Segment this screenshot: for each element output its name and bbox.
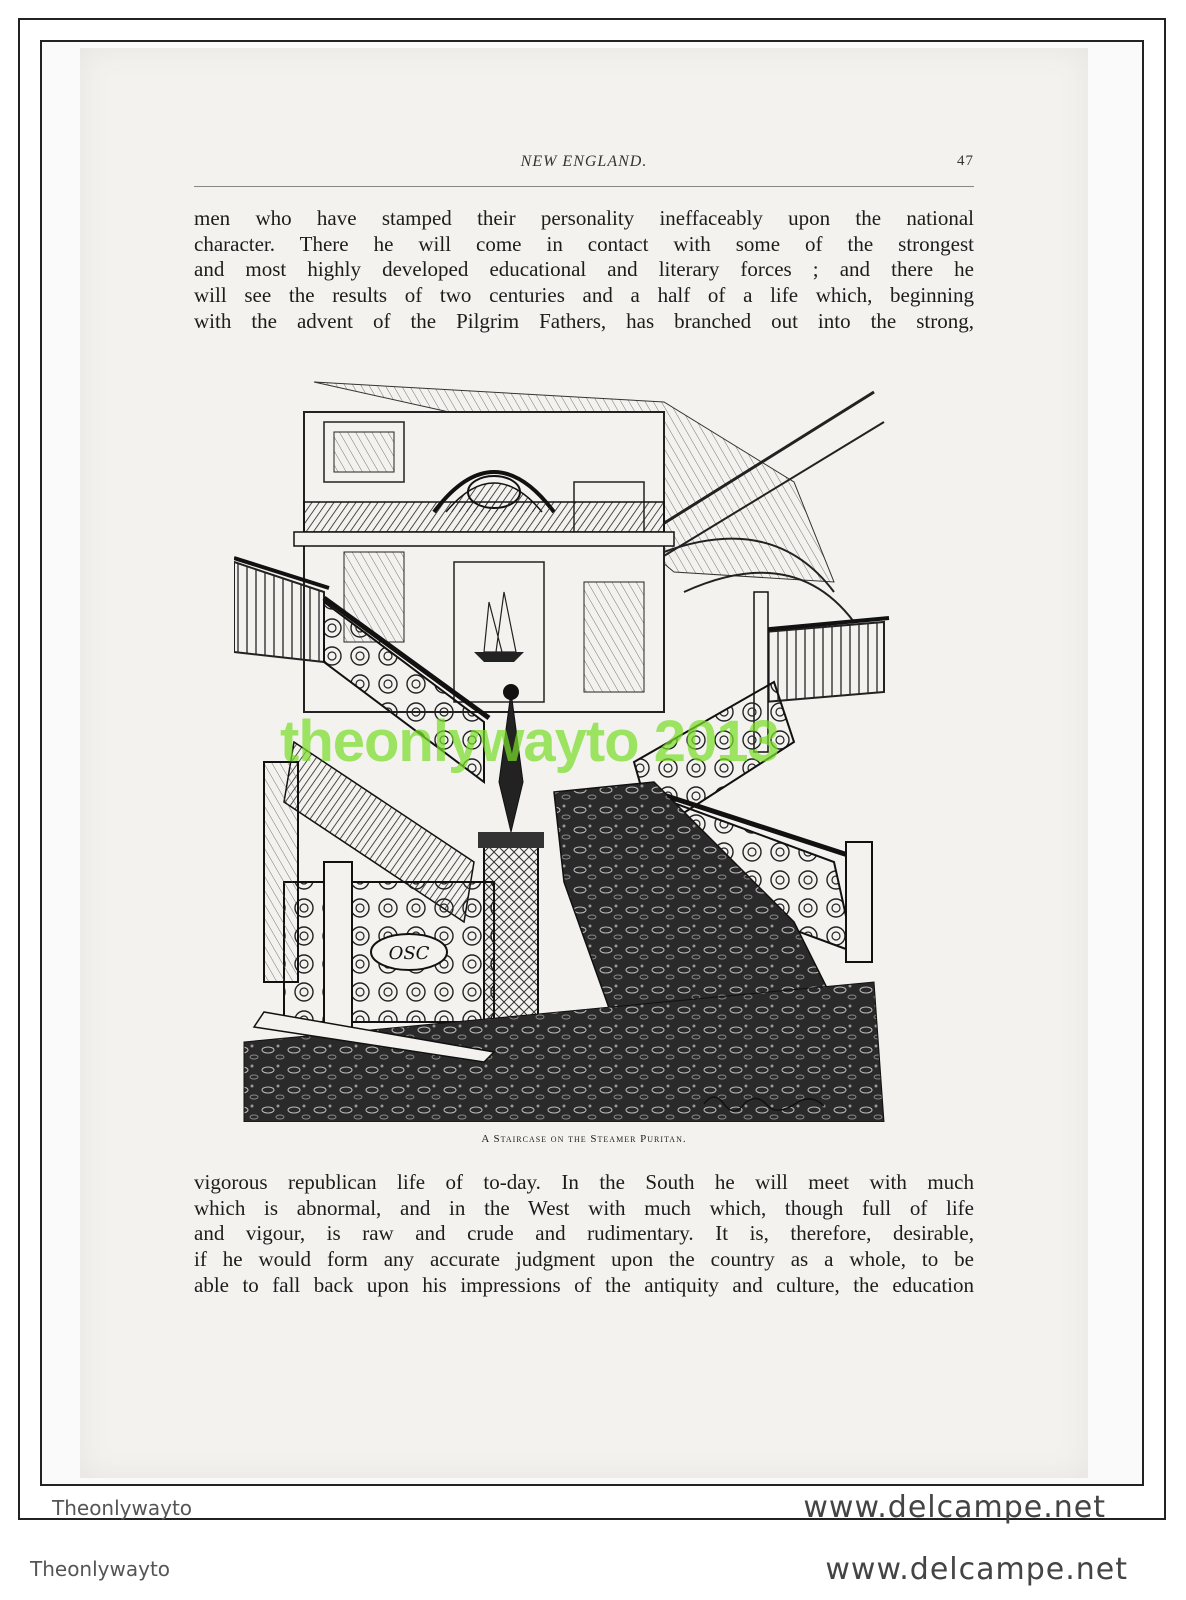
text-line: with the advent of the Pilgrim Fathers, has branched out into the strong, — [194, 308, 974, 333]
seller-name: Theonlywayto — [30, 1557, 171, 1581]
text-line: will see the results of two centuries and a half of a life which, beginning — [194, 283, 974, 308]
text-line: and most highly developed educational and literary forces ; and there he — [194, 257, 974, 282]
page-number: 47 — [957, 153, 974, 169]
paragraph-top — [194, 206, 974, 335]
seller-name: Theonlywayto — [52, 1496, 193, 1520]
text-line: character. There he will come in contact with some of the strongest — [194, 231, 974, 256]
running-head — [194, 153, 974, 181]
text-line: vigorous republican life of to-day. In the South he will meet with much — [194, 1170, 974, 1194]
header-rule — [194, 186, 974, 187]
text-line: able to fall back upon his impressions of the antiquity and culture, the education — [194, 1272, 974, 1297]
watermark-text: theonlywayto 2013 — [280, 709, 779, 774]
site-watermark: www.delcampe.net — [803, 1490, 1106, 1525]
text-line: and vigour, is raw and crude and rudimentary. It is, therefore, desirable, — [194, 1221, 974, 1246]
text-line: if he would form any accurate judgment upon the country as a whole, to be — [194, 1247, 974, 1272]
svg-text:OSC: OSC — [388, 943, 430, 964]
running-head-title: NEW ENGLAND. — [520, 153, 648, 170]
illustration-caption: A Staircase on the Steamer Puritan. — [481, 1133, 687, 1145]
text-line: men who have stamped their personality ineffaceably upon the national — [194, 206, 974, 230]
site-watermark: www.delcampe.net — [825, 1552, 1128, 1587]
paragraph-bottom — [194, 1170, 974, 1299]
text-line: which is abnormal, and in the West with much which, though full of life — [194, 1195, 974, 1220]
